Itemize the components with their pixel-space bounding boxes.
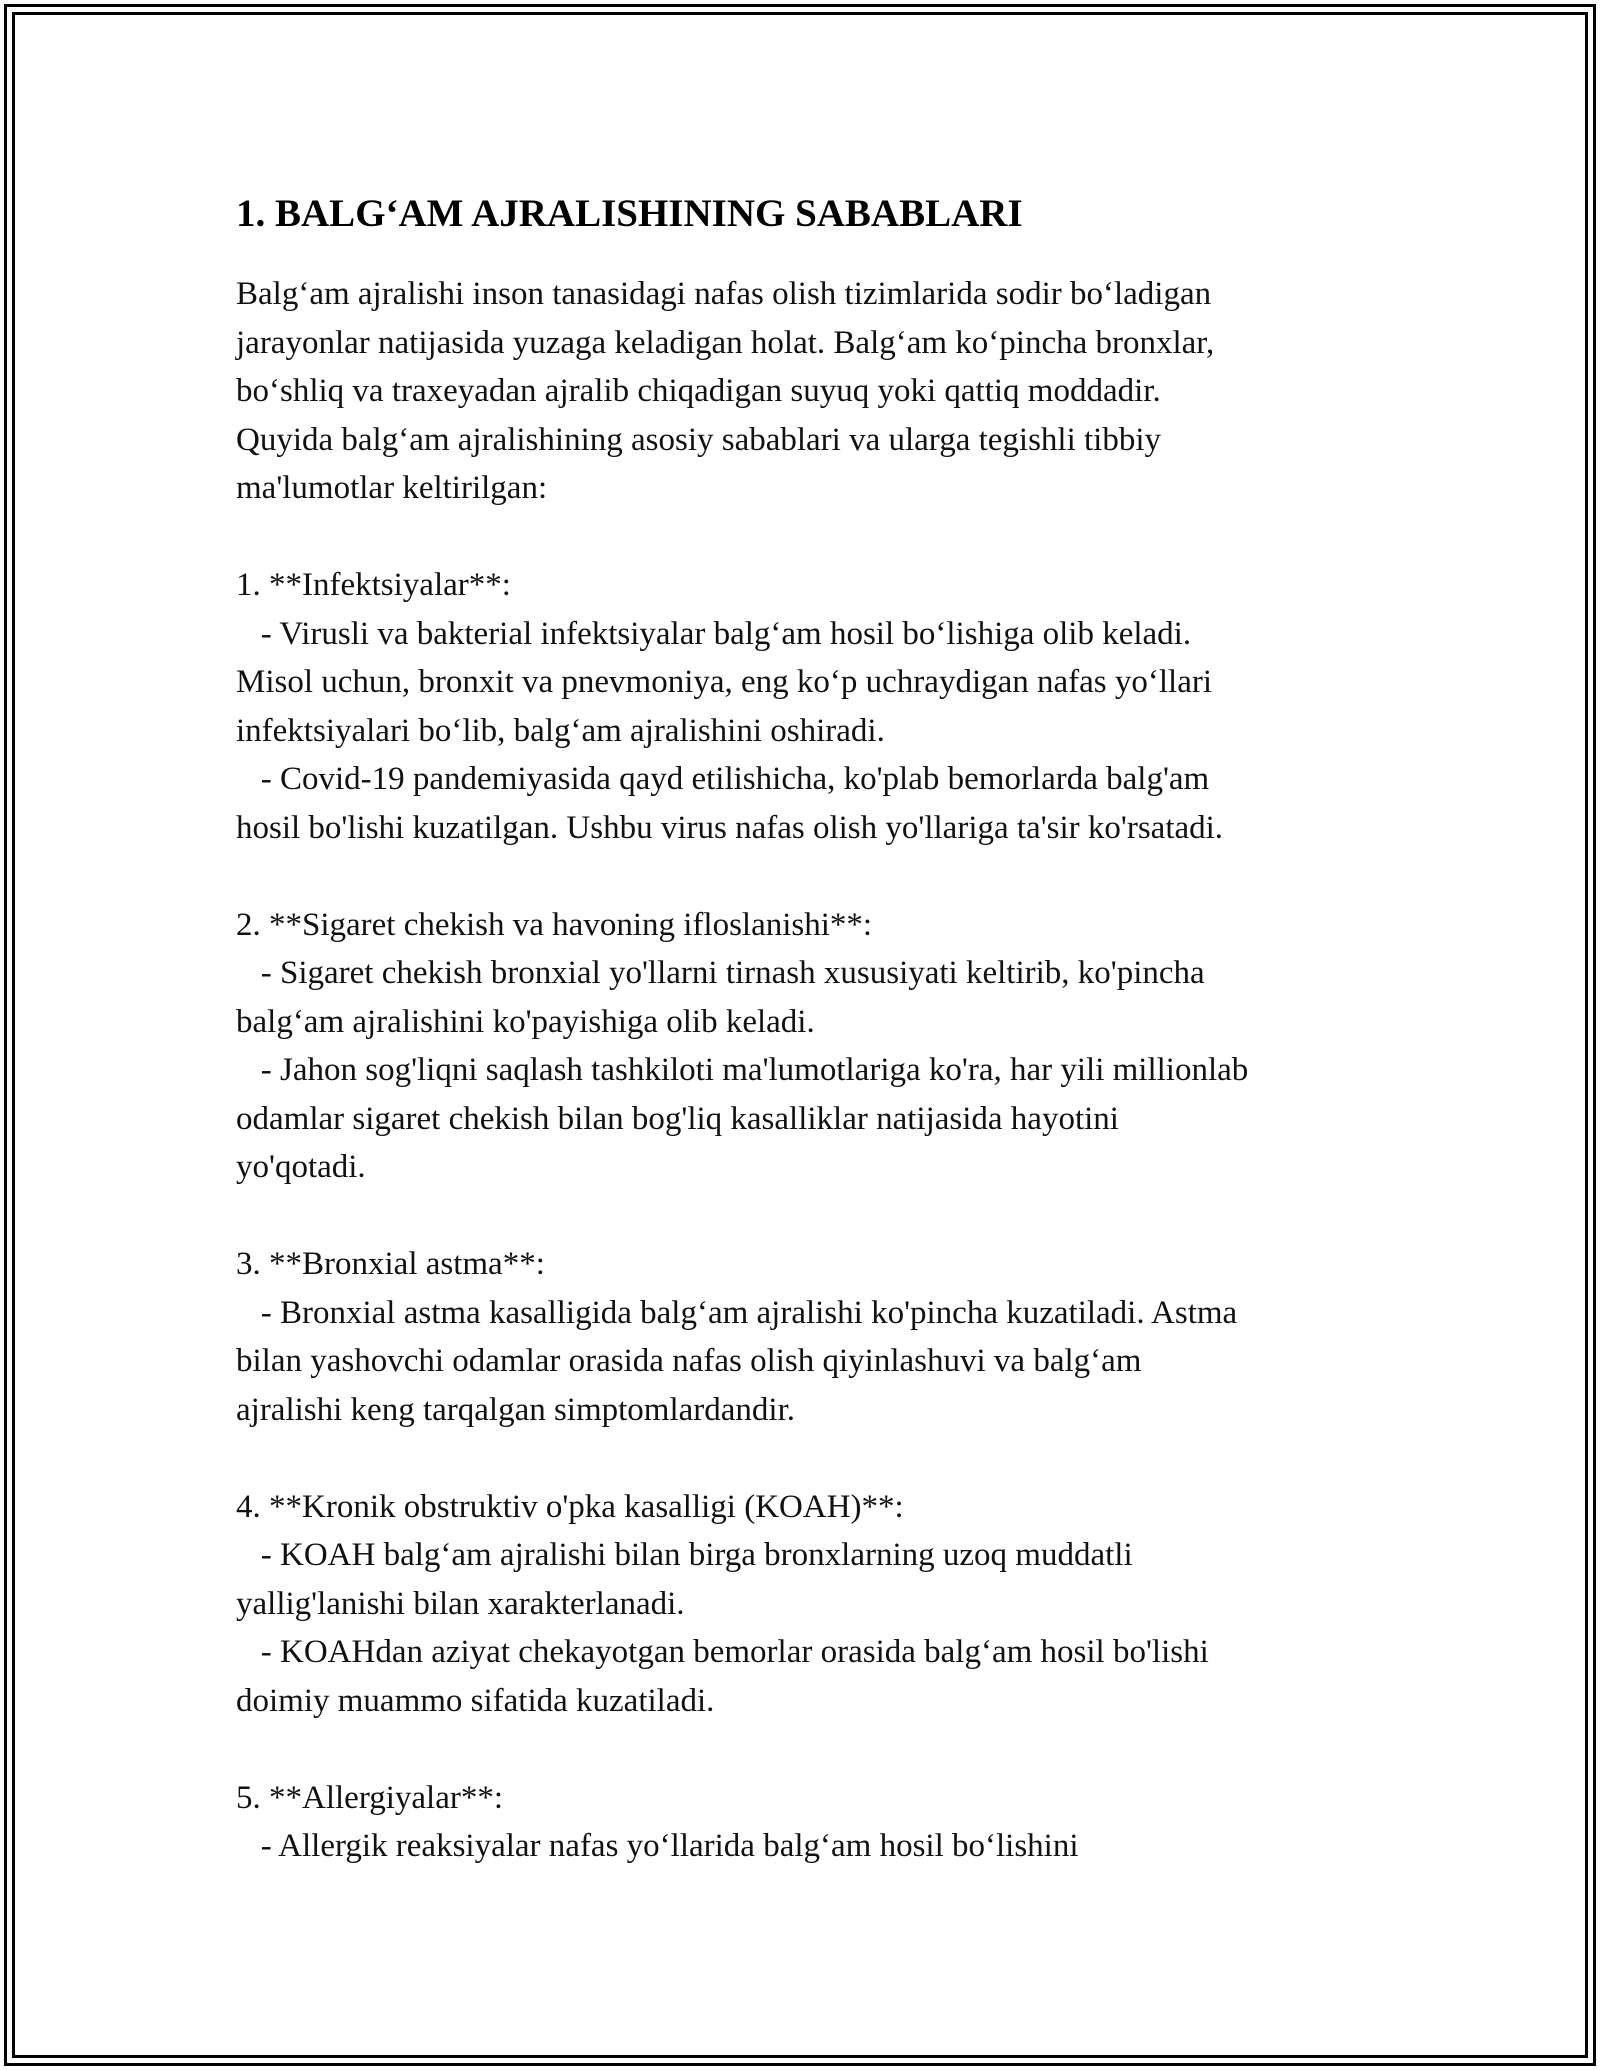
text-line: yo'qotadi.	[236, 1149, 366, 1185]
section-heading: 1. BALG‘AM AJRALISHINING SABABLARI	[236, 192, 1023, 235]
cause-section-smoking	[236, 901, 1406, 1192]
spacer	[236, 513, 1406, 562]
document-body	[236, 186, 1406, 1871]
text-line: doimiy muammo sifatida kuzatiladi.	[236, 1682, 715, 1719]
list-item-title: 5. **Allergiyalar**:	[236, 1779, 503, 1816]
text-line: ma'lumotlar keltirilgan:	[236, 470, 548, 506]
text-line: hosil bo'lishi kuzatilgan. Ushbu virus nafas olish yo'llariga ta'sir ko'rsatadi.	[236, 809, 1224, 846]
text-line: bilan yashovchi odamlar orasida nafas olish qiyinlashuvi va balg‘am	[236, 1343, 1142, 1379]
intro-paragraph	[236, 270, 1406, 513]
text-line: yallig'lanishi bilan xarakterlanadi.	[236, 1585, 685, 1622]
spacer	[236, 1725, 1406, 1774]
spacer	[236, 1192, 1406, 1241]
cause-section-allergies	[236, 1774, 1406, 1871]
cause-section-infections	[236, 561, 1406, 852]
text-line: Balg‘am ajralishi inson tanasidagi nafas olish tizimlarida sodir bo‘ladigan	[236, 276, 1212, 312]
text-line: - Allergik reaksiyalar nafas yo‘llarida balg‘am hosil bo‘lishini	[236, 1828, 1079, 1864]
text-line: balg‘am ajralishini ko'payishiga olib keladi.	[236, 1003, 815, 1040]
text-line: jarayonlar natijasida yuzaga keladigan holat. Balg‘am ko‘pincha bronxlar,	[236, 324, 1215, 361]
list-item-title: 1. **Infektsiyalar**:	[236, 567, 511, 603]
text-line: - Virusli va bakterial infektsiyalar balg‘am hosil bo‘lishiga olib keladi.	[236, 615, 1192, 652]
text-line: - KOAH balg‘am ajralishi bilan birga bronxlarning uzoq muddatli	[236, 1537, 1133, 1573]
spacer	[236, 852, 1406, 901]
list-item-title: 4. **Kronik obstruktiv o'pka kasalligi (KOAH)**:	[236, 1488, 904, 1525]
text-line: Quyida balg‘am ajralishining asosiy sabablari va ularga tegishli tibbiy	[236, 421, 1162, 458]
text-line: Misol uchun, bronxit va pnevmoniya, eng ko‘p uchraydigan nafas yo‘llari	[236, 664, 1213, 700]
text-line: - Jahon sog'liqni saqlash tashkiloti ma'lumotlariga ko'ra, har yili millionlab	[236, 1052, 1249, 1088]
list-item-title: 3. **Bronxial astma**:	[236, 1246, 545, 1282]
text-line: odamlar sigaret chekish bilan bog'liq kasalliklar natijasida hayotini	[236, 1100, 1119, 1137]
cause-section-asthma	[236, 1240, 1406, 1434]
text-line: - KOAHdan aziyat chekayotgan bemorlar orasida balg‘am hosil bo'lishi	[236, 1634, 1209, 1670]
spacer	[236, 1434, 1406, 1483]
text-line: ajralishi keng tarqalgan simptomlardandir.	[236, 1391, 796, 1428]
text-line: - Bronxial astma kasalligida balg‘am ajralishi ko'pincha kuzatiladi. Astma	[236, 1294, 1238, 1331]
text-line: bo‘shliq va traxeyadan ajralib chiqadigan suyuq yoki qattiq moddadir.	[236, 373, 1161, 409]
text-line: - Covid-19 pandemiyasida qayd etilishicha, ko'plab bemorlarda balg'am	[236, 761, 1210, 797]
list-item-title: 2. **Sigaret chekish va havoning ifloslanishi**:	[236, 906, 873, 943]
cause-section-copd	[236, 1483, 1406, 1726]
text-line: infektsiyalari bo‘lib, balg‘am ajralishini oshiradi.	[236, 712, 885, 749]
text-line: - Sigaret chekish bronxial yo'llarni tirnash xususiyati keltirib, ko'pincha	[236, 955, 1205, 991]
